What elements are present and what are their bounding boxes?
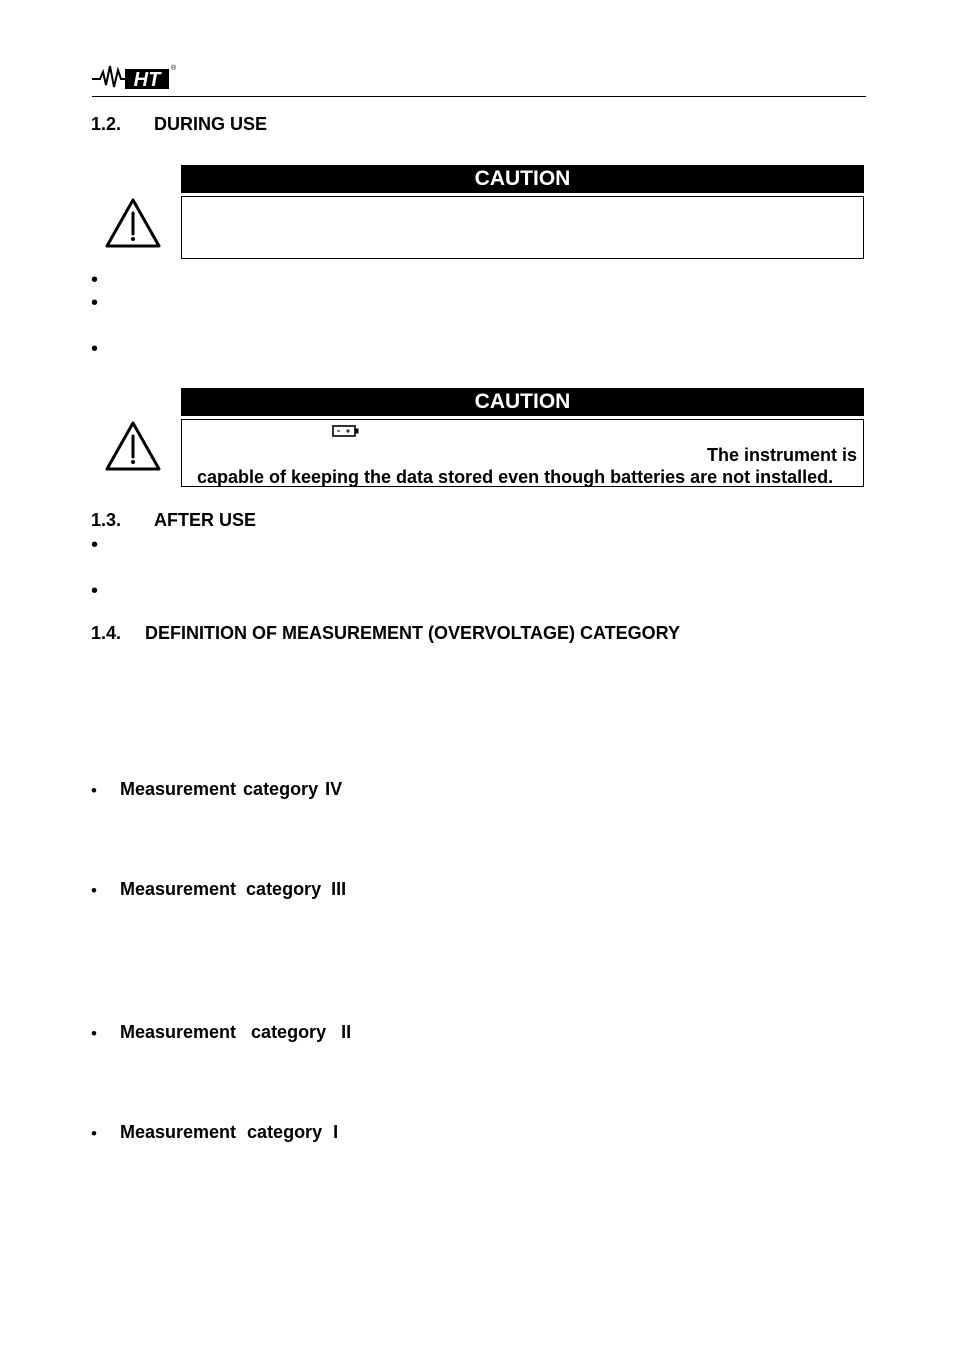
section-number: 1.2. [91, 114, 122, 134]
bullet: • [91, 1124, 97, 1143]
section-number: 1.3. [91, 510, 122, 530]
caution-text-line: capable of keeping the data stored even though batteries are not installed. [197, 467, 834, 487]
section-title: AFTER USE [154, 510, 257, 530]
logo-text: HT [133, 69, 161, 90]
logo-registered-mark: ® [171, 65, 177, 72]
bullet: • [91, 534, 99, 556]
section-title: DEFINITION OF MEASUREMENT (OVERVOLTAGE) CATEGORY [145, 623, 681, 643]
category-label: Measurement category III [120, 879, 347, 899]
header-rule [92, 96, 866, 97]
section-title: DURING USE [154, 114, 268, 134]
section-number: 1.4. [91, 623, 122, 643]
caution-box [181, 419, 864, 487]
bullet: • [91, 781, 97, 800]
category-label: Measurement category I [120, 1122, 339, 1142]
category-label: Measurement category II [120, 1022, 352, 1042]
bullet: • [91, 338, 99, 360]
battery-icon [332, 424, 360, 438]
caution-text-line: The instrument is [706, 445, 857, 465]
warning-triangle-icon [104, 420, 162, 472]
bullet: • [91, 881, 97, 900]
bullet: • [91, 292, 99, 314]
ht-logo [92, 60, 178, 90]
bullet: • [91, 580, 99, 602]
category-label: Measurement category IV [120, 779, 343, 799]
warning-triangle-icon [104, 197, 162, 249]
section-heading-definition [91, 623, 680, 644]
caution-box [181, 196, 864, 259]
bullet: • [91, 1024, 97, 1043]
section-heading-after-use [91, 510, 256, 531]
caution-bar: CAUTION [181, 388, 864, 416]
section-heading-during-use [91, 114, 267, 135]
caution-bar: CAUTION [181, 165, 864, 193]
bullet: • [91, 269, 99, 291]
